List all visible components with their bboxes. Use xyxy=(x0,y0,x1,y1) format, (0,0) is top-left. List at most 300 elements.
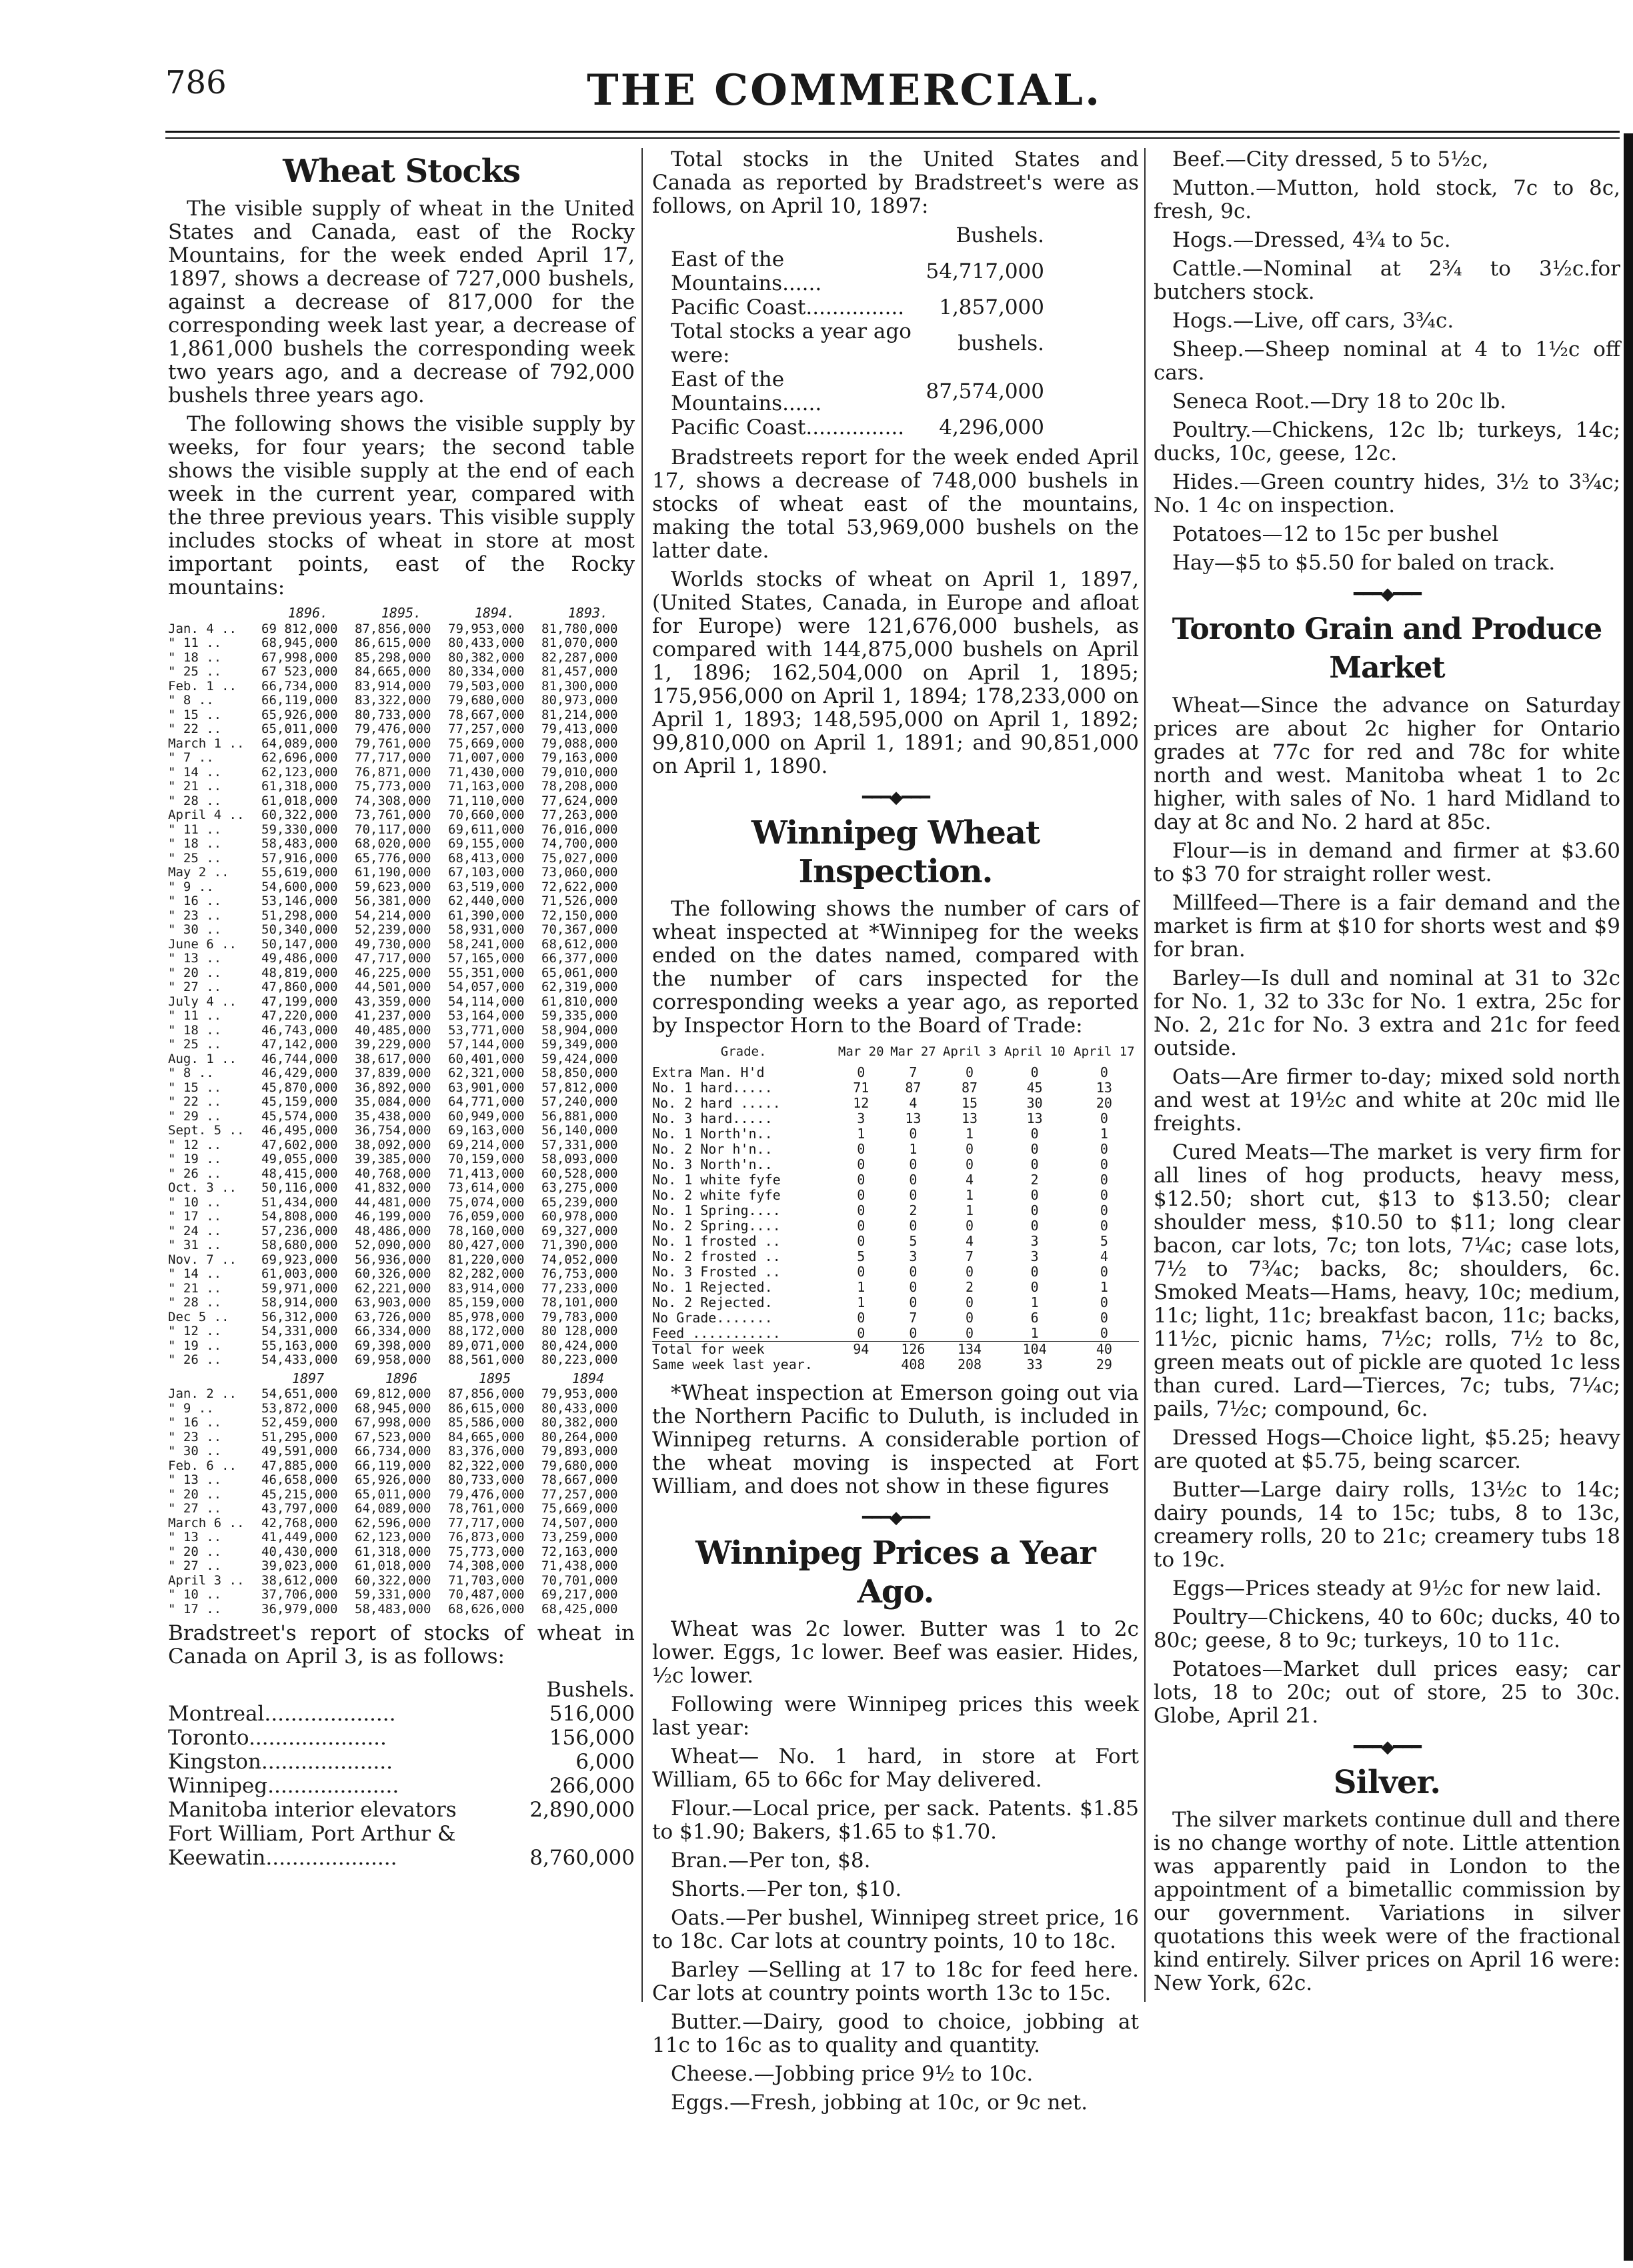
table-cell: 104 xyxy=(1022,1341,1047,1357)
row-label: " 8 .. xyxy=(168,1066,214,1080)
table-row xyxy=(652,1234,1139,1249)
price-item: Butter.—Dairy, good to choice, jobbing at 11c to 16c as to quality and quantity. xyxy=(652,2010,1139,2057)
row-label: Feb. 6 .. xyxy=(168,1458,237,1473)
column-header: Grade. xyxy=(720,1044,767,1059)
table-cell: 64,089,000 xyxy=(355,1501,431,1516)
column-divider xyxy=(1144,148,1146,2002)
price-item: Cheese.—Jobbing price 9½ to 10c. xyxy=(671,2062,1034,2086)
table-row xyxy=(168,1210,635,1224)
table-cell: 64,771,000 xyxy=(448,1094,525,1109)
table-cell: 57,812,000 xyxy=(541,1080,618,1095)
prices-title: Winnipeg Prices a Year Ago. xyxy=(695,1534,1096,1610)
table-cell: 58,483,000 xyxy=(261,836,338,851)
row-label: No. 2 Rejected. xyxy=(652,1294,773,1310)
table-cell: 85,586,000 xyxy=(448,1415,525,1430)
table-cell: 80,223,000 xyxy=(541,1352,618,1367)
table-cell: 70,701,000 xyxy=(541,1572,618,1588)
table-cell: 1 xyxy=(1100,1279,1108,1295)
table-cell: 1 xyxy=(966,1126,974,1142)
table-cell: 68,626,000 xyxy=(448,1601,525,1616)
table-cell: 82,322,000 xyxy=(448,1458,525,1473)
canada-stocks-table xyxy=(168,1678,635,1870)
total-row xyxy=(652,1342,1139,1358)
table-cell: 7 xyxy=(966,1248,974,1264)
row-label: No. 1 hard..... xyxy=(652,1080,773,1096)
row-label: Same week last year. xyxy=(652,1356,813,1372)
row-label: Jan. 4 .. xyxy=(168,621,237,636)
table-cell: 65,239,000 xyxy=(541,1194,618,1210)
row-label: " 10 .. xyxy=(168,1587,222,1602)
row-label: Montreal.................... xyxy=(168,1702,396,1726)
table-cell: 0 xyxy=(1030,1064,1039,1080)
table-cell: 41,449,000 xyxy=(261,1530,338,1544)
table-cell: 0 xyxy=(966,1264,974,1280)
row-label: " 17 .. xyxy=(168,1209,222,1224)
table-cell: 0 xyxy=(1030,1141,1039,1157)
table-cell: 69,611,000 xyxy=(448,822,525,837)
table-cell: 0 xyxy=(857,1264,866,1280)
row-label: " 15 .. xyxy=(168,1080,222,1095)
table-row xyxy=(168,694,635,708)
page-number: 786 xyxy=(165,64,227,101)
table-row xyxy=(168,1138,635,1153)
table-cell: 68,945,000 xyxy=(261,636,338,650)
table-cell: 65,926,000 xyxy=(261,707,338,722)
table-cell: 0 xyxy=(1100,1187,1108,1203)
table-cell: 0 xyxy=(909,1156,918,1172)
table-row xyxy=(652,1126,1139,1142)
table-cell: 69,812,000 xyxy=(355,1386,431,1401)
table-cell: 0 xyxy=(857,1156,866,1172)
market-item: Barley—Is dull and nominal at 31 to 32c for No. 1, 32 to 33c for No. 1 extra, 25c for No. 2, 21c for No. 3 extra and 21c for feed outside. xyxy=(1154,966,1620,1060)
table-cell: 46,225,000 xyxy=(355,965,431,980)
table-cell: 6,000 xyxy=(575,1750,635,1774)
table-row xyxy=(652,1172,1139,1188)
table-cell: 79,163,000 xyxy=(541,750,618,765)
table-cell: 65,011,000 xyxy=(261,722,338,736)
table-cell: 45,215,000 xyxy=(261,1486,338,1502)
table-cell: 2 xyxy=(909,1202,918,1218)
market-item: Hides.—Green country hides, 3½ to 3¾c; No. 1 4c on inspection. xyxy=(1154,470,1620,517)
row-label: " 13 .. xyxy=(168,951,222,966)
section-ornament: ━━━◆━━━ xyxy=(862,1508,929,1528)
table-cell: 49,486,000 xyxy=(261,951,338,966)
table-cell: 8,760,000 xyxy=(529,1846,635,1870)
table-cell: 41,237,000 xyxy=(355,1008,431,1023)
table-cell: 38,092,000 xyxy=(355,1137,431,1152)
table-cell: 75,773,000 xyxy=(355,779,431,794)
table-row xyxy=(652,1326,1139,1342)
table-cell: 68,945,000 xyxy=(355,1400,431,1416)
price-item: Barley —Selling at 17 to 18c for feed here. Car lots at country points worth 13c to 15c. xyxy=(652,1958,1139,2005)
table-cell: 0 xyxy=(909,1172,918,1188)
table-cell: 0 xyxy=(966,1325,974,1341)
table-row xyxy=(168,1095,635,1110)
table-cell: 77,257,000 xyxy=(448,722,525,736)
table-cell: 73,761,000 xyxy=(355,808,431,822)
table-cell: 80,973,000 xyxy=(541,693,618,708)
table-row xyxy=(168,708,635,723)
table-row xyxy=(168,1066,635,1081)
row-label: " 26 .. xyxy=(168,1166,222,1181)
table-cell: 80,433,000 xyxy=(541,1400,618,1416)
table-cell: 67,998,000 xyxy=(261,650,338,665)
table-row xyxy=(168,1009,635,1024)
table-row xyxy=(168,1559,635,1574)
table-row xyxy=(168,837,635,852)
prices-intro: Following were Winnipeg prices this week last year: xyxy=(652,1692,1139,1740)
table-cell: 59,349,000 xyxy=(541,1037,618,1052)
table-row xyxy=(168,1846,635,1870)
column-header: April 3 xyxy=(942,1044,997,1059)
table-cell: 87,574,000 xyxy=(926,379,1044,403)
table-cell: 62,221,000 xyxy=(355,1280,431,1296)
table-row xyxy=(168,894,635,909)
table-cell: 36,754,000 xyxy=(355,1123,431,1138)
table-cell: 79,413,000 xyxy=(541,722,618,736)
table-cell: 4 xyxy=(966,1172,974,1188)
table-cell: 1 xyxy=(966,1187,974,1203)
table-cell: 61,318,000 xyxy=(355,1544,431,1559)
table-cell: 0 xyxy=(857,1172,866,1188)
table-cell: 59,971,000 xyxy=(261,1280,338,1296)
table-cell: 3 xyxy=(857,1110,866,1126)
table-cell: 58,914,000 xyxy=(261,1295,338,1310)
price-item: Shorts.—Per ton, $10. xyxy=(671,1877,902,1901)
row-label: " 31 .. xyxy=(168,1238,222,1252)
table-cell: 69 812,000 xyxy=(261,621,338,636)
table-cell: 54,057,000 xyxy=(448,980,525,994)
table-cell: 60,978,000 xyxy=(541,1209,618,1224)
row-label: " 14 .. xyxy=(168,1266,222,1281)
market-item: Wheat—Since the advance on Saturday prices are about 2c higher for Ontario grades at 77c for red and 78c for white north and west. Manitoba wheat 1 to 2c higher, with sales of No. 1 hard Midland to day at 8c and No. 2 hard at 85c. xyxy=(1154,694,1620,834)
column-header: Mar 27 xyxy=(890,1044,936,1059)
row-label: " 19 .. xyxy=(168,1338,222,1353)
visible-supply-table-2 xyxy=(168,1370,635,1617)
table-cell: 60,326,000 xyxy=(355,1266,431,1281)
table-cell: 58,483,000 xyxy=(355,1601,431,1616)
table-row xyxy=(168,1588,635,1602)
table-row xyxy=(168,1253,635,1268)
table-cell: 0 xyxy=(1030,1279,1039,1295)
table-cell: 47,885,000 xyxy=(261,1458,338,1473)
table-cell: 59,331,000 xyxy=(355,1587,431,1602)
row-label: " 30 .. xyxy=(168,1444,222,1458)
table-cell: 46,199,000 xyxy=(355,1209,431,1224)
table-cell: 70,660,000 xyxy=(448,808,525,822)
table-cell: 79,010,000 xyxy=(541,764,618,780)
row-label: No. 3 Frosted .. xyxy=(652,1264,781,1280)
table-cell: 35,438,000 xyxy=(355,1108,431,1124)
table-cell: 79,783,000 xyxy=(541,1309,618,1324)
row-label: " 24 .. xyxy=(168,1223,222,1238)
table-row xyxy=(652,1280,1139,1295)
row-label: " 7 .. xyxy=(168,750,214,765)
table-cell: 58,093,000 xyxy=(541,1152,618,1166)
table-cell: 47,717,000 xyxy=(355,951,431,966)
table-header-row xyxy=(168,605,635,622)
table-cell: 0 xyxy=(909,1126,918,1142)
table-cell: 80,424,000 xyxy=(541,1338,618,1353)
row-label: " 18 .. xyxy=(168,836,222,851)
table-cell: 85,978,000 xyxy=(448,1309,525,1324)
table-cell: 54,433,000 xyxy=(261,1352,338,1367)
market-item: Poultry—Chickens, 40 to 60c; ducks, 40 to 80c; geese, 8 to 9c; turkeys, 10 to 11c. xyxy=(1154,1605,1620,1652)
table-cell: 134 xyxy=(957,1341,982,1357)
table-cell: 54,114,000 xyxy=(448,994,525,1009)
table-row xyxy=(168,622,635,637)
table-row xyxy=(168,923,635,938)
table-row xyxy=(168,1545,635,1560)
row-label: May 2 .. xyxy=(168,865,229,880)
row-label: Fort William, Port Arthur & xyxy=(168,1822,456,1846)
row-label: " 16 .. xyxy=(168,894,222,908)
row-label: No Grade....... xyxy=(652,1310,773,1326)
table-cell: 79,680,000 xyxy=(541,1458,618,1473)
price-item: Eggs.—Fresh, jobbing at 10c, or 9c net. xyxy=(671,2091,1088,2115)
row-label: " 25 .. xyxy=(168,1037,222,1052)
table-cell: 69,217,000 xyxy=(541,1587,618,1602)
table-cell: 47,199,000 xyxy=(261,994,338,1009)
table-cell: 76,059,000 xyxy=(448,1209,525,1224)
table-cell: 69,155,000 xyxy=(448,836,525,851)
table-cell: 30 xyxy=(1026,1095,1043,1111)
table-cell: 58,241,000 xyxy=(448,936,525,952)
row-label: " 14 .. xyxy=(168,764,222,780)
table-cell: 71 xyxy=(853,1080,870,1096)
table-row xyxy=(168,1353,635,1368)
table-cell: 72,150,000 xyxy=(541,908,618,923)
price-item: Bran.—Per ton, $8. xyxy=(671,1849,871,1873)
table-cell: 87,856,000 xyxy=(448,1386,525,1401)
table-cell: 57,240,000 xyxy=(541,1094,618,1109)
row-label: No. 1 frosted .. xyxy=(652,1233,781,1249)
table-cell: 42,768,000 xyxy=(261,1515,338,1530)
table-cell: 66,119,000 xyxy=(355,1458,431,1473)
table-cell: 59,623,000 xyxy=(355,879,431,894)
table-cell: 77,624,000 xyxy=(541,793,618,808)
table-cell: 0 xyxy=(1100,1325,1108,1341)
table-cell: 76,016,000 xyxy=(541,822,618,837)
spacer xyxy=(168,1678,510,1702)
table-cell: 77,257,000 xyxy=(541,1486,618,1502)
table-row xyxy=(168,737,635,752)
table-row xyxy=(652,1264,1139,1280)
column-header: Bushels. xyxy=(546,1678,635,1702)
table-cell: 7 xyxy=(909,1310,918,1326)
row-label: East of the Mountains...... xyxy=(671,247,822,295)
table-cell: 0 xyxy=(857,1141,866,1157)
table-cell: 75,669,000 xyxy=(541,1501,618,1516)
table-cell: 68,413,000 xyxy=(448,850,525,866)
table-row xyxy=(671,247,1044,295)
row-label: No. 3 North'n.. xyxy=(652,1156,773,1172)
table-cell: 0 xyxy=(857,1064,866,1080)
table-cell: 0 xyxy=(1030,1187,1039,1203)
inspection-para: The following shows the number of cars of wheat inspected at *Winnipeg for the weeks ended on the dates named, compared with the number of cars inspected for the corresponding weeks a year ago, as reported by Inspector Horn to the Board of Trade: xyxy=(652,897,1139,1038)
table-row xyxy=(168,651,635,666)
table-cell: 88,172,000 xyxy=(448,1324,525,1338)
table-cell: 63,903,000 xyxy=(355,1295,431,1310)
market-item: Mutton.—Mutton, hold stock, 7c to 8c, fresh, 9c. xyxy=(1154,176,1620,223)
table-cell: 70,367,000 xyxy=(541,922,618,937)
table-cell: 0 xyxy=(1030,1218,1039,1234)
table-cell: 81,220,000 xyxy=(448,1252,525,1267)
table-cell: 0 xyxy=(1100,1202,1108,1218)
table-cell: 46,744,000 xyxy=(261,1051,338,1066)
market-item: Potatoes—Market dull prices easy; car lots, 18 to 20c; out of store, 25 to 30c. Globe, April 21. xyxy=(1154,1657,1620,1728)
table-cell: 67,998,000 xyxy=(355,1415,431,1430)
table-cell: 0 xyxy=(909,1279,918,1295)
table-cell: 156,000 xyxy=(549,1726,635,1750)
table-cell: 20 xyxy=(1096,1095,1112,1111)
table-cell: 71,703,000 xyxy=(448,1572,525,1588)
table-cell: 71,438,000 xyxy=(541,1558,618,1573)
table-cell: 48,415,000 xyxy=(261,1166,338,1181)
table-cell: 88,561,000 xyxy=(448,1352,525,1367)
table-cell: 70,487,000 xyxy=(448,1587,525,1602)
table-cell: 47,142,000 xyxy=(261,1037,338,1052)
table-cell: 87 xyxy=(961,1080,978,1096)
column-header: Bushels. xyxy=(956,223,1044,247)
table-cell: 60,401,000 xyxy=(448,1051,525,1066)
table-row xyxy=(168,980,635,995)
table-row xyxy=(168,1167,635,1182)
table-cell: 0 xyxy=(857,1310,866,1326)
table-cell: 69,958,000 xyxy=(355,1352,431,1367)
table-cell: 60,322,000 xyxy=(261,808,338,822)
table-row xyxy=(168,1702,635,1726)
table-cell: 57,165,000 xyxy=(448,951,525,966)
table-cell: 66,377,000 xyxy=(541,951,618,966)
table-cell: 79,953,000 xyxy=(448,621,525,636)
table-row xyxy=(652,1157,1139,1172)
table-cell: 78,761,000 xyxy=(448,1501,525,1516)
table-row xyxy=(168,1310,635,1325)
table-cell: 58,904,000 xyxy=(541,1022,618,1038)
table-cell: 55,619,000 xyxy=(261,865,338,880)
table-cell: 54,808,000 xyxy=(261,1209,338,1224)
table-cell: 49,055,000 xyxy=(261,1152,338,1166)
table-cell: 5 xyxy=(857,1248,866,1264)
table-cell: 56,140,000 xyxy=(541,1123,618,1138)
table-cell: 71,430,000 xyxy=(448,764,525,780)
row-label: " 26 .. xyxy=(168,1352,222,1367)
table-cell: 73,259,000 xyxy=(541,1530,618,1544)
table-row xyxy=(652,1080,1139,1096)
table-cell: 52,239,000 xyxy=(355,922,431,937)
table-cell: 3 xyxy=(909,1248,918,1264)
table-cell: 1 xyxy=(857,1126,866,1142)
canada-stocks-intro: Bradstreet's report of stocks of wheat in Canada on April 3, is as follows: xyxy=(168,1621,635,1668)
section-ornament: ━━━◆━━━ xyxy=(862,788,929,808)
table-cell: 0 xyxy=(909,1264,918,1280)
table-row xyxy=(168,1282,635,1296)
market-item: Butter—Large dairy rolls, 13½c to 14c; dairy pounds, 14 to 15c; tubs, 8 to 13c, creamery rolls, 20 to 21c; creamery tubs 18 to 19c. xyxy=(1154,1478,1620,1572)
table-cell: 62,440,000 xyxy=(448,894,525,908)
market-item: Oats—Are firmer to-day; mixed sold north and west at 19½c and white at 20c mid lle freights. xyxy=(1154,1065,1620,1136)
row-label: " 15 .. xyxy=(168,707,222,722)
table-cell: 47,220,000 xyxy=(261,1008,338,1023)
table-cell: 74,308,000 xyxy=(448,1558,525,1573)
table-cell: 0 xyxy=(1100,1141,1108,1157)
table-row xyxy=(168,794,635,809)
price-item: Oats.—Per bushel, Winnipeg street price, 16 to 18c. Car lots at country points, 10 to 18c. xyxy=(652,1906,1139,1953)
row-label: " 30 .. xyxy=(168,922,222,937)
column-header: Mar 20 xyxy=(838,1044,884,1059)
table-cell: 44,501,000 xyxy=(355,980,431,994)
visible-supply-table-1 xyxy=(168,605,635,1368)
column-header: 1894 xyxy=(571,1370,605,1386)
table-cell: 63,901,000 xyxy=(448,1080,525,1095)
table-cell: 56,936,000 xyxy=(355,1252,431,1267)
table-row xyxy=(168,1444,635,1459)
table-cell: 79,893,000 xyxy=(541,1444,618,1458)
table-cell: 0 xyxy=(1100,1264,1108,1280)
row-label: " 28 .. xyxy=(168,1295,222,1310)
table-cell: 5 xyxy=(909,1233,918,1249)
column-2 xyxy=(652,148,1139,2120)
table-cell: 56,381,000 xyxy=(355,894,431,908)
row-label: " 9 .. xyxy=(168,879,214,894)
row-label: Winnipeg.................... xyxy=(168,1774,399,1798)
column-header: 1895 xyxy=(478,1370,511,1386)
table-cell: 0 xyxy=(966,1064,974,1080)
table-row xyxy=(168,1324,635,1339)
table-cell: 0 xyxy=(966,1156,974,1172)
table-cell: 83,914,000 xyxy=(448,1280,525,1296)
table-cell: 65,011,000 xyxy=(355,1486,431,1502)
table-row xyxy=(652,1203,1139,1218)
table-cell: 44,481,000 xyxy=(355,1194,431,1210)
table-cell: 54,651,000 xyxy=(261,1386,338,1401)
table-row xyxy=(652,1111,1139,1126)
table-cell: 52,459,000 xyxy=(261,1415,338,1430)
table-cell: 54,600,000 xyxy=(261,879,338,894)
table-cell: 81,780,000 xyxy=(541,621,618,636)
table-cell: 45 xyxy=(1026,1080,1043,1096)
table-row xyxy=(168,780,635,794)
table-cell: 80 128,000 xyxy=(541,1324,618,1338)
table-row xyxy=(168,1602,635,1617)
table-row xyxy=(168,1488,635,1502)
row-label: " 25 .. xyxy=(168,850,222,866)
table-cell: 77,717,000 xyxy=(355,750,431,765)
table-cell: 89,071,000 xyxy=(448,1338,525,1353)
header-rule xyxy=(165,131,1620,139)
wheat-stocks-para-2: The following shows the visible supply by weeks, for four years; the second table shows the visible supply at the end of each week in the current year, compared with the three previous years. This visible supply includes stocks of wheat in store at most important points, east of the Rocky mountains: xyxy=(168,412,635,600)
table-cell: 51,434,000 xyxy=(261,1194,338,1210)
table-cell: 78,208,000 xyxy=(541,779,618,794)
table-cell: 80,427,000 xyxy=(448,1238,525,1252)
table-row xyxy=(168,1152,635,1167)
table-row xyxy=(168,1124,635,1138)
table-header-row xyxy=(671,223,1044,247)
total-stocks-intro: Total stocks in the United States and Canada as reported by Bradstreet's were as follows, on April 10, 1897: xyxy=(652,147,1139,218)
table-cell: 0 xyxy=(1100,1218,1108,1234)
table-cell: 0 xyxy=(966,1294,974,1310)
row-label: " 19 .. xyxy=(168,1152,222,1166)
row-label: No. 2 Nor h'n.. xyxy=(652,1141,773,1157)
row-label: " 29 .. xyxy=(168,1108,222,1124)
table-cell: 38,617,000 xyxy=(355,1051,431,1066)
table-cell: 208 xyxy=(957,1356,982,1372)
table-row xyxy=(168,1052,635,1067)
table-cell: 41,832,000 xyxy=(355,1180,431,1195)
row-label: Jan. 2 .. xyxy=(168,1386,237,1401)
table-cell: 0 xyxy=(909,1218,918,1234)
market-item: Dressed Hogs—Choice light, $5.25; heavy are quoted at $5.75, being scarcer. xyxy=(1154,1426,1620,1473)
